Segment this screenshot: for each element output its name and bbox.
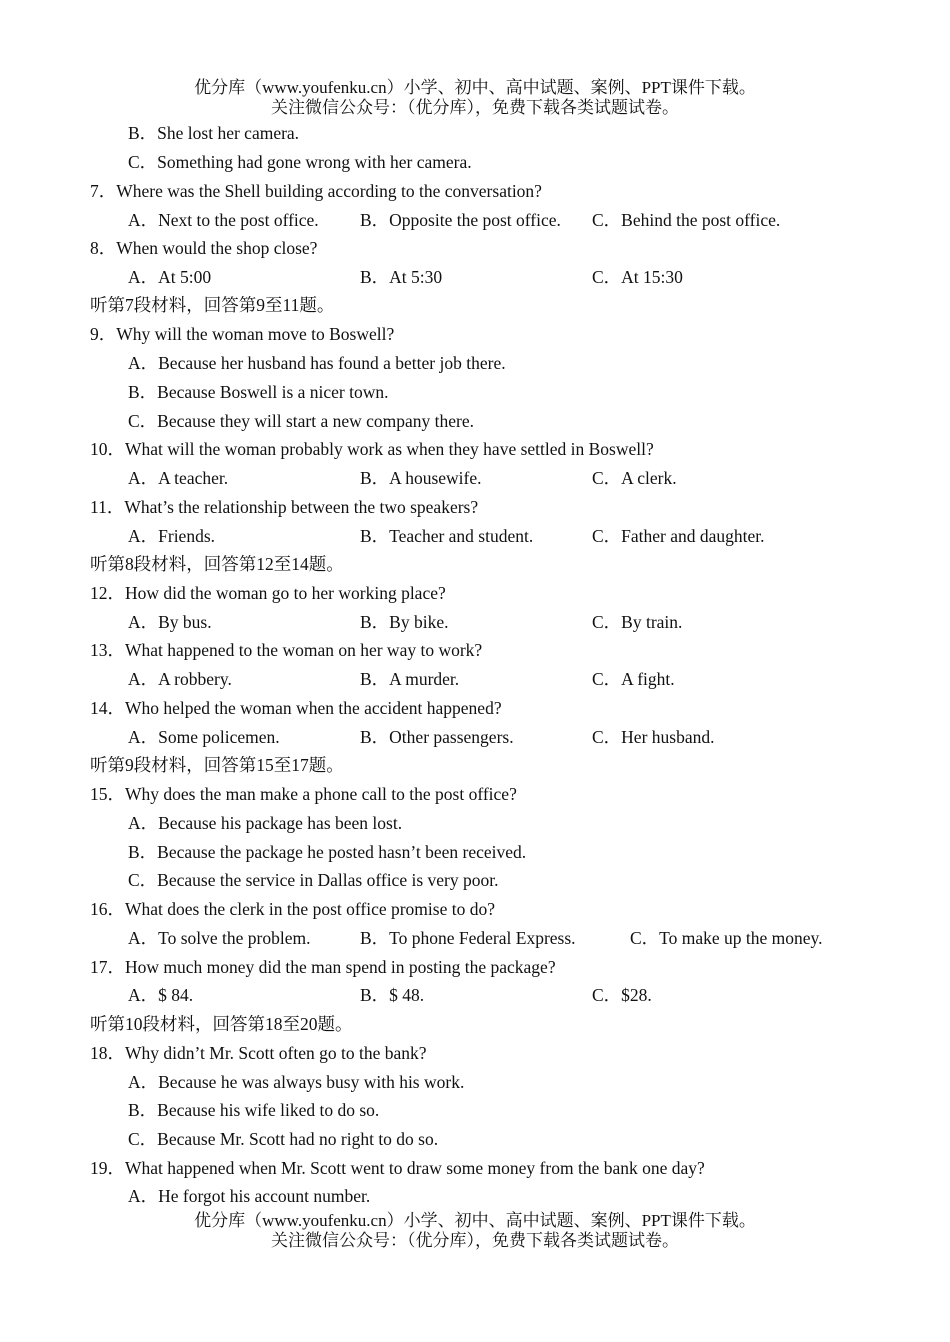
q9-option-a: A．Because her husband has found a better job there. xyxy=(128,353,506,373)
q16-option-b: B．To phone Federal Express. xyxy=(360,928,576,948)
page-footer xyxy=(0,1211,950,1251)
q9-option-c: C．Because they will start a new company there. xyxy=(128,411,475,431)
q12-option-b: B．By bike. xyxy=(360,612,449,632)
page-header xyxy=(0,78,950,118)
q9-option-b: B．Because Boswell is a nicer town. xyxy=(128,382,389,402)
q9-question: 9．Why will the woman move to Boswell? xyxy=(90,324,395,344)
q19-option-a: A．He forgot his account number. xyxy=(128,1186,371,1206)
q18-option-c: C．Because Mr. Scott had no right to do so. xyxy=(128,1129,439,1149)
q15-option-b: B．Because the package he posted hasn’t been received. xyxy=(128,842,527,862)
q12-question: 12．How did the woman go to her working place? xyxy=(90,583,446,603)
section-9-heading: 听第9段材料，回答第15至17题。 xyxy=(90,755,344,775)
q14-question: 14．Who helped the woman when the accident happened? xyxy=(90,698,502,718)
q14-option-c: C．Her husband. xyxy=(592,727,715,747)
q12-option-c: C．By train. xyxy=(592,612,683,632)
q8-option-c: C．At 15:30 xyxy=(592,267,683,287)
q13-option-b: B．A murder. xyxy=(360,669,460,689)
q11-option-b: B．Teacher and student. xyxy=(360,526,534,546)
q7-option-c: C．Behind the post office. xyxy=(592,210,781,230)
q7-option-a: A．Next to the post office. xyxy=(128,210,319,230)
q7-question: 7．Where was the Shell building according to the conversation? xyxy=(90,181,542,201)
q11-option-a: A．Friends. xyxy=(128,526,216,546)
q17-option-b: B．$ 48. xyxy=(360,985,425,1005)
q8-option-b: B．At 5:30 xyxy=(360,267,443,287)
q6-option-c: C．Something had gone wrong with her camera. xyxy=(128,152,472,172)
q16-option-a: A．To solve the problem. xyxy=(128,928,311,948)
q10-question: 10．What will the woman probably work as when they have settled in Boswell? xyxy=(90,439,654,459)
q16-question: 16．What does the clerk in the post office promise to do? xyxy=(90,899,495,919)
q14-option-a: A．Some policemen. xyxy=(128,727,280,747)
header-line-1: 优分库（www.youfenku.cn）小学、初中、高中试题、案例、PPT课件下载。 xyxy=(194,78,756,97)
section-8-heading: 听第8段材料，回答第12至14题。 xyxy=(90,554,344,574)
q15-question: 15．Why does the man make a phone call to the post office? xyxy=(90,784,517,804)
section-7-heading: 听第7段材料，回答第9至11题。 xyxy=(90,295,335,315)
footer-line-1: 优分库（www.youfenku.cn）小学、初中、高中试题、案例、PPT课件下载。 xyxy=(194,1211,756,1230)
q8-option-a: A．At 5:00 xyxy=(128,267,212,287)
q18-option-a: A．Because he was always busy with his work. xyxy=(128,1072,465,1092)
q11-option-c: C．Father and daughter. xyxy=(592,526,765,546)
q15-option-c: C．Because the service in Dallas office is very poor. xyxy=(128,870,499,890)
q12-option-a: A．By bus. xyxy=(128,612,212,632)
q10-option-a: A．A teacher. xyxy=(128,468,229,488)
q11-question: 11．What’s the relationship between the two speakers? xyxy=(90,497,479,517)
q15-option-a: A．Because his package has been lost. xyxy=(128,813,403,833)
section-10-heading: 听第10段材料，回答第18至20题。 xyxy=(90,1014,353,1034)
q10-option-b: B．A housewife. xyxy=(360,468,482,488)
q7-option-b: B．Opposite the post office. xyxy=(360,210,561,230)
q8-question: 8．When would the shop close? xyxy=(90,238,318,258)
footer-line-2: 关注微信公众号：（优分库），免费下载各类试题试卷。 xyxy=(271,1231,679,1250)
q13-option-c: C．A fight. xyxy=(592,669,675,689)
q13-option-a: A．A robbery. xyxy=(128,669,232,689)
q17-question: 17．How much money did the man spend in posting the package? xyxy=(90,957,556,977)
q10-option-c: C．A clerk. xyxy=(592,468,677,488)
q19-question: 19．What happened when Mr. Scott went to draw some money from the bank one day? xyxy=(90,1158,705,1178)
q17-option-a: A．$ 84. xyxy=(128,985,194,1005)
q18-question: 18．Why didn’t Mr. Scott often go to the bank? xyxy=(90,1043,427,1063)
q13-question: 13．What happened to the woman on her way to work? xyxy=(90,640,483,660)
q18-option-b: B．Because his wife liked to do so. xyxy=(128,1100,380,1120)
q6-option-b: B．She lost her camera. xyxy=(128,123,300,143)
q14-option-b: B．Other passengers. xyxy=(360,727,514,747)
header-line-2: 关注微信公众号：（优分库），免费下载各类试题试卷。 xyxy=(271,98,679,117)
q17-option-c: C．$28. xyxy=(592,985,652,1005)
q16-option-c: C．To make up the money. xyxy=(630,928,823,948)
